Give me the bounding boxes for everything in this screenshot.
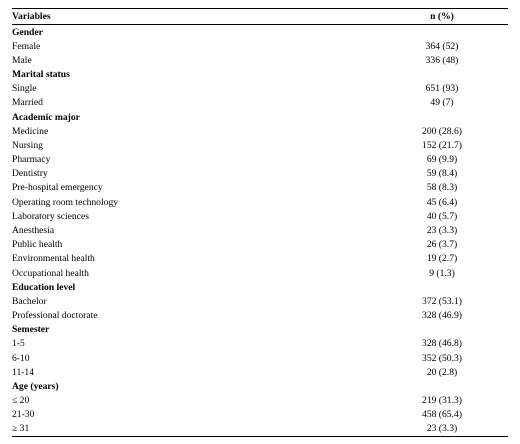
table-row — [12, 195, 508, 209]
variable-label: Male — [12, 54, 32, 66]
variable-label: Public health — [12, 239, 63, 251]
n-percent-value: 328 (46.9) — [422, 310, 462, 322]
n-percent-value: 364 (52) — [425, 40, 459, 52]
variable-label: Dentistry — [12, 168, 48, 180]
table-row — [12, 167, 508, 181]
variable-label: ≤ 20 — [12, 395, 30, 407]
table-body — [12, 25, 508, 436]
table-bottom-rule — [12, 436, 508, 437]
variable-label: Medicine — [12, 125, 49, 137]
table-row — [12, 53, 508, 67]
n-percent-value: 69 (9.9) — [426, 154, 458, 166]
n-percent-value: 9 (1.3) — [429, 267, 455, 279]
table-row — [12, 209, 508, 223]
variable-label: Married — [12, 97, 43, 109]
table-row — [12, 238, 508, 252]
n-percent-value: 19 (2.7) — [426, 253, 458, 265]
section-heading-row — [12, 379, 508, 393]
table-row — [12, 266, 508, 280]
section-label: Age (years) — [12, 380, 59, 392]
table-row — [12, 96, 508, 110]
table-header — [12, 9, 508, 24]
variable-label: Professional doctorate — [12, 310, 98, 322]
demographics-table — [12, 8, 508, 437]
section-label: Education level — [12, 281, 76, 293]
table-row — [12, 393, 508, 407]
variable-label: Anesthesia — [12, 224, 55, 236]
section-label: Academic major — [12, 111, 80, 123]
variable-label: 6-10 — [12, 352, 30, 364]
variable-label: Bachelor — [12, 295, 47, 307]
table-row — [12, 252, 508, 266]
variable-label: Laboratory sciences — [12, 210, 89, 222]
variable-label: Nursing — [12, 139, 43, 151]
variable-label: ≥ 31 — [12, 423, 30, 435]
section-heading-row — [12, 110, 508, 124]
n-percent-value: 328 (46.8) — [422, 338, 462, 350]
section-heading-row — [12, 25, 508, 39]
table-row — [12, 337, 508, 351]
n-percent-value: 336 (48) — [425, 54, 459, 66]
section-label: Marital status — [12, 69, 70, 81]
n-percent-value: 20 (2.8) — [426, 366, 458, 378]
header-variables: Variables — [12, 11, 51, 22]
table-row — [12, 82, 508, 96]
variable-label: Pharmacy — [12, 154, 51, 166]
n-percent-value: 40 (5.7) — [426, 210, 458, 222]
n-percent-value: 26 (3.7) — [426, 239, 458, 251]
table-row — [12, 408, 508, 422]
n-percent-value: 352 (50.3) — [422, 352, 462, 364]
table-row — [12, 351, 508, 365]
n-percent-value: 23 (3.3) — [426, 423, 458, 435]
n-percent-value: 45 (6.4) — [426, 196, 458, 208]
variable-label: Occupational health — [12, 267, 89, 279]
variable-label: Single — [12, 83, 37, 95]
table-row — [12, 124, 508, 138]
variable-label: Pre-hospital emergency — [12, 182, 103, 194]
section-heading-row — [12, 280, 508, 294]
n-percent-value: 219 (31.3) — [422, 395, 462, 407]
table-row — [12, 308, 508, 322]
n-percent-value: 458 (65.4) — [422, 409, 462, 421]
section-heading-row — [12, 68, 508, 82]
table-row — [12, 365, 508, 379]
table-row — [12, 138, 508, 152]
section-label: Gender — [12, 26, 43, 38]
n-percent-value: 372 (53.1) — [422, 295, 462, 307]
table-row — [12, 153, 508, 167]
variable-label: Female — [12, 40, 41, 52]
table-row — [12, 181, 508, 195]
section-heading-row — [12, 323, 508, 337]
variable-label: Environmental health — [12, 253, 95, 265]
n-percent-value: 23 (3.3) — [426, 224, 458, 236]
table-row — [12, 294, 508, 308]
variable-label: 21-30 — [12, 409, 35, 421]
section-label: Semester — [12, 324, 50, 336]
n-percent-value: 651 (93) — [425, 83, 459, 95]
table-row — [12, 39, 508, 53]
n-percent-value: 59 (8.4) — [426, 168, 458, 180]
variable-label: 1-5 — [12, 338, 25, 350]
variable-label: Operating room technology — [12, 196, 119, 208]
n-percent-value: 58 (8.3) — [426, 182, 458, 194]
n-percent-value: 200 (28.6) — [422, 125, 462, 137]
table-row — [12, 422, 508, 436]
table-row — [12, 223, 508, 237]
variable-label: 11-14 — [12, 366, 35, 378]
n-percent-value: 49 (7) — [430, 97, 454, 109]
header-n-percent: n (%) — [430, 11, 454, 22]
n-percent-value: 152 (21.7) — [422, 139, 462, 151]
